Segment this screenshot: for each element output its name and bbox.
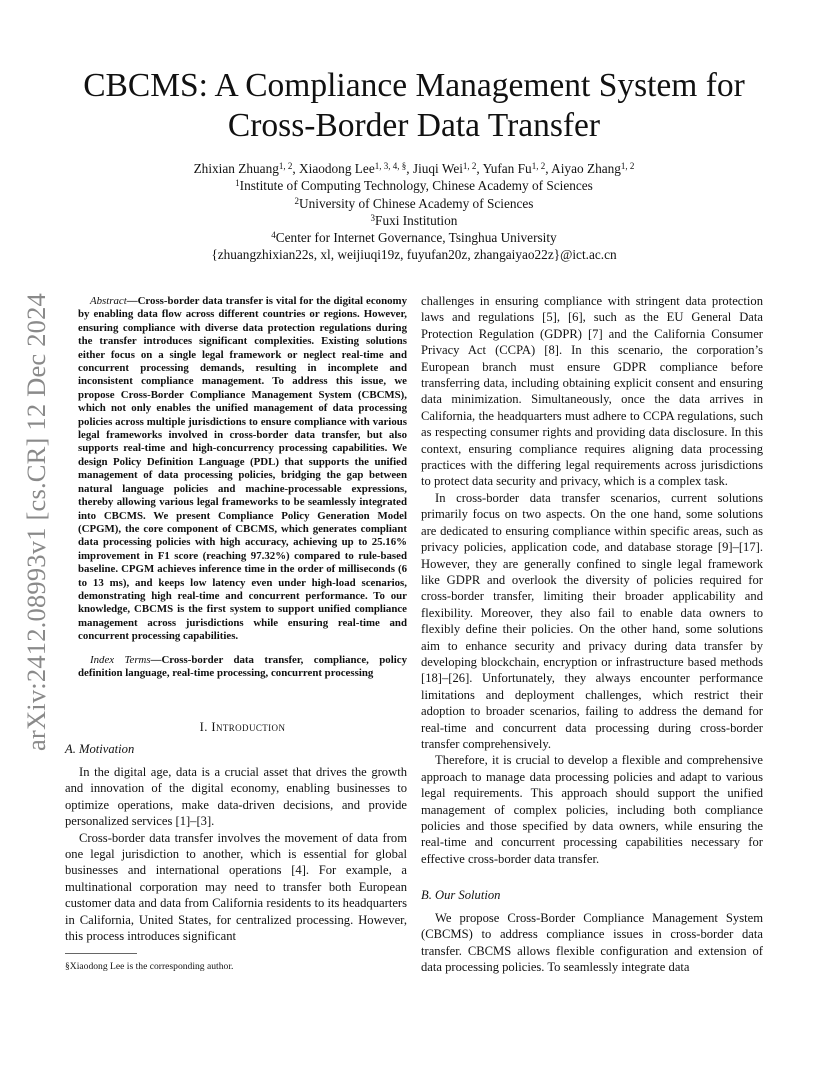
- solution-body: [421, 910, 763, 976]
- affiliation-number: 3: [370, 212, 376, 223]
- abstract-text: —Cross-border data transfer is vital for the digital economy by enabling data flow across different countries or regions. However, ensuring compliance with diverse data protection regulations during the transfer introduces significant complexities. Existing solutions either focus on a single legal framework or neglect real-time and concurrent processing demands, resulting in incomplete and inconsistent compliance management. To address this issue, we propose Cross-Border Compliance Management System (CBCMS), which not only enables the unified management of data processing policies across multiple jurisdictions to ensure compliance with various legal frameworks involved in cross-border data transfer, but also supports real-time and high-concurrency processing capabilities. We design Policy Definition Language (PDL) that supports the unified management of data processing policies, bridging the gap between natural language policies and machine-processable expressions, thereby allowing various legal frameworks to be seamlessly integrated into CBCMS. We present Compliance Policy Generation Model (CPGM), the core component of CBCMS, which generates compliant data processing policies with high accuracy, achieving up to 25.16% improvement in F1 score (reaching 97.32%) compared to rule-based baseline. CPGM achieves inference time in the order of milliseconds (6 to 13 ms), and keeps low latency even under high-load scenarios, demonstrating high real-time and concurrent performance. To our knowledge, CBCMS is the first system to support unified compliance management across jurisdictions while ensuring real-time and concurrent processing capabilities.: [78, 295, 407, 643]
- author-mark: 1, 2: [620, 161, 635, 171]
- title-line-1: CBCMS: A Compliance Management System for: [83, 67, 745, 104]
- author-name: Yufan Fu: [482, 161, 532, 176]
- index-terms-text: —Cross-border data transfer, compliance, policy definition language, real-time processing, concurrent processing: [78, 653, 407, 679]
- abstract-lead: Abstract: [90, 295, 127, 307]
- arxiv-identifier: [21, 285, 51, 759]
- section-heading: [65, 719, 420, 735]
- footnote-rule: [65, 953, 137, 954]
- subsection-heading-motivation: A. Motivation: [65, 742, 135, 756]
- affiliation-text: Fuxi Institution: [375, 212, 458, 228]
- body-paragraph: challenges in ensuring compliance with stringent data protection laws and regulations [5], [6], such as the EU General Data Protection Regulation (GDPR) [7] and the California Consumer Privacy Act (CCPA) [8]. In this scenario, the corporation’s European branch must ensure GDPR compliance before transferring data, including obtaining explicit consent and ensuring data minimization. Simultaneously, once the data arrives in California, the headquarters must adhere to CCPA regulations, such as respecting consumer rights and providing data disclosure. In this context, ensuring compliance requires aligning data processing practices with the differing legal requirements across jurisdictions to protect data security and privacy, which is a complex task.: [421, 294, 763, 489]
- author-mark: 1, 2: [531, 161, 546, 171]
- author-block: [80, 160, 748, 264]
- body-paragraph: In cross-border data transfer scenarios, current solutions primarily focus on two aspects. On the one hand, some solutions are dedicated to ensuring compliance within specific areas, such as privacy policies, application code, and database storage [9]–[17]. However, they are generally confined to single legal framework like GDPR and overlook the diversity of policies required for cross-border transfer, limiting their broader applicability and flexibility. Moreover, they also fail to enable data owners to flexibly define their policies. On the other hand, some solutions aim to enhance security and privacy during data transfer by developing blockchain, encryption or infrastructure based methods [18]–[26]. Unfortunately, they always encounter performance limitations and deployment challenges, which restrict their adoption to broader scenarios, failing to address the demand for real-time and concurrent data processing during cross-border transfer comprehensively.: [421, 490, 763, 751]
- affiliation-text: University of Chinese Academy of Sciences: [299, 195, 534, 211]
- footnote: §Xiaodong Lee is the corresponding author.: [65, 961, 234, 972]
- author-name: Jiuqi Wei: [412, 161, 463, 176]
- affiliation-text: Center for Internet Governance, Tsinghua University: [275, 230, 557, 246]
- author-name: Xiaodong Lee: [299, 161, 375, 176]
- index-terms: [78, 654, 407, 681]
- author-emails: {zhuangzhixian22s, xl, weijiuqi19z, fuyufan20z, zhangaiyao22z}@ict.ac.cn: [211, 247, 617, 263]
- affiliation: [80, 177, 748, 194]
- author-mark: 1, 2: [462, 161, 477, 171]
- section-number: I.: [199, 720, 208, 734]
- author-list: Zhixian Zhuang$^{1, 2}$, Xiaodong Lee$^{1, 3, 4, \S}$, Jiuqi Wei$^{1, 2}$, Yufan Fu$^{1, 2}$, Aiyao Zhang$^{1, 2}$: [193, 161, 635, 176]
- body-paragraph: Therefore, it is crucial to develop a flexible and comprehensive approach to manage data processing policies and adapt to various legal requirements. This approach should support the unified management of complex policies, including both compliance policies and those specified by data owners, while ensuring the real-time and concurrent processing capabilities necessary for effective cross-border data transfer.: [421, 753, 763, 866]
- author-mark: 1, 3, 4, §: [374, 161, 407, 171]
- left-column-body: [65, 764, 407, 944]
- abstract-paragraph: [78, 295, 407, 644]
- right-column-body: [421, 293, 763, 867]
- author-mark: 1, 2: [278, 161, 293, 171]
- author-name: Zhixian Zhuang: [193, 161, 279, 176]
- affiliation-number: 2: [294, 195, 299, 206]
- title-line-2: Cross-Border Data Transfer: [227, 107, 601, 144]
- body-paragraph: Cross-border data transfer involves the movement of data from one legal jurisdiction to another, which is essential for global businesses and international operations [4]. For example, a multinational corporation may need to transfer both European customer data and data from California residents to its headquarters in California, United States, for centralized processing. However, this process introduces significant: [65, 830, 407, 944]
- body-paragraph: We propose Cross-Border Compliance Management System (CBCMS) to address compliance issues in cross-border data transfer. CBCMS allows flexible configuration and extension of data processing policies. To seamlessly integrate data: [421, 911, 763, 975]
- affiliation-number: 1: [235, 178, 240, 189]
- body-paragraph: In the digital age, data is a crucial asset that drives the growth and innovation of the digital economy, enabling businesses to optimize operations, make data-driven decisions, and provide personalized services [1]–[3].: [65, 765, 407, 829]
- subsection-heading-solution: B. Our Solution: [421, 888, 501, 902]
- arxiv-identifier-text: arXiv:2412.08993v1 [cs.CR] 12 Dec 2024: [21, 292, 51, 752]
- author-name: Aiyao Zhang: [551, 161, 621, 176]
- affiliation: [80, 212, 748, 229]
- affiliation: [80, 195, 748, 212]
- index-terms-lead: Index Terms: [90, 653, 151, 666]
- affiliation-text: Institute of Computing Technology, Chinese Academy of Sciences: [239, 178, 593, 194]
- abstract: [78, 295, 407, 680]
- affiliation-number: 4: [271, 230, 276, 241]
- section-title: Introduction: [211, 720, 286, 734]
- affiliation: [80, 229, 748, 246]
- paper-title: [60, 66, 768, 146]
